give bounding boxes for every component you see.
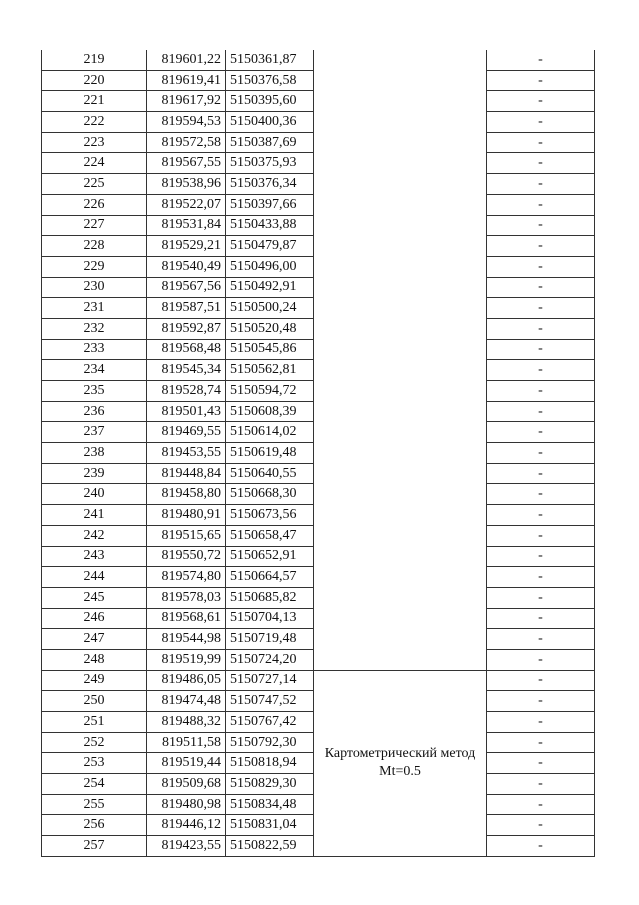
point-number-cell: 238 xyxy=(42,443,147,464)
x-coordinate-cell: 819619,41 xyxy=(147,70,226,91)
point-number-cell: 253 xyxy=(42,753,147,774)
table-row xyxy=(42,670,595,691)
x-coordinate-cell: 819474,48 xyxy=(147,691,226,712)
y-coordinate-cell: 5150433,88 xyxy=(226,215,314,236)
accuracy-cell: - xyxy=(487,256,595,277)
accuracy-cell: - xyxy=(487,836,595,857)
y-coordinate-cell: 5150520,48 xyxy=(226,318,314,339)
point-number-cell: 219 xyxy=(42,50,147,70)
point-number-cell: 231 xyxy=(42,298,147,319)
accuracy-cell: - xyxy=(487,774,595,795)
x-coordinate-cell: 819511,58 xyxy=(147,732,226,753)
accuracy-cell: - xyxy=(487,815,595,836)
y-coordinate-cell: 5150376,34 xyxy=(226,174,314,195)
y-coordinate-cell: 5150376,58 xyxy=(226,70,314,91)
accuracy-cell: - xyxy=(487,587,595,608)
point-number-cell: 240 xyxy=(42,484,147,505)
y-coordinate-cell: 5150822,59 xyxy=(226,836,314,857)
accuracy-cell: - xyxy=(487,629,595,650)
x-coordinate-cell: 819601,22 xyxy=(147,50,226,70)
point-number-cell: 229 xyxy=(42,256,147,277)
x-coordinate-cell: 819469,55 xyxy=(147,422,226,443)
point-number-cell: 257 xyxy=(42,836,147,857)
accuracy-cell: - xyxy=(487,401,595,422)
y-coordinate-cell: 5150724,20 xyxy=(226,649,314,670)
point-number-cell: 244 xyxy=(42,567,147,588)
accuracy-cell: - xyxy=(487,381,595,402)
point-number-cell: 237 xyxy=(42,422,147,443)
point-number-cell: 250 xyxy=(42,691,147,712)
point-number-cell: 234 xyxy=(42,360,147,381)
x-coordinate-cell: 819574,80 xyxy=(147,567,226,588)
point-number-cell: 247 xyxy=(42,629,147,650)
y-coordinate-cell: 5150545,86 xyxy=(226,339,314,360)
point-number-cell: 222 xyxy=(42,112,147,133)
point-number-cell: 245 xyxy=(42,587,147,608)
accuracy-cell: - xyxy=(487,236,595,257)
accuracy-cell: - xyxy=(487,608,595,629)
x-coordinate-cell: 819592,87 xyxy=(147,318,226,339)
y-coordinate-cell: 5150834,48 xyxy=(226,794,314,815)
y-coordinate-cell: 5150375,93 xyxy=(226,153,314,174)
y-coordinate-cell: 5150594,72 xyxy=(226,381,314,402)
x-coordinate-cell: 819519,99 xyxy=(147,649,226,670)
accuracy-cell: - xyxy=(487,649,595,670)
accuracy-cell: - xyxy=(487,443,595,464)
x-coordinate-cell: 819509,68 xyxy=(147,774,226,795)
accuracy-cell: - xyxy=(487,567,595,588)
point-number-cell: 255 xyxy=(42,794,147,815)
x-coordinate-cell: 819453,55 xyxy=(147,443,226,464)
y-coordinate-cell: 5150829,30 xyxy=(226,774,314,795)
y-coordinate-cell: 5150500,24 xyxy=(226,298,314,319)
accuracy-cell: - xyxy=(487,174,595,195)
point-number-cell: 239 xyxy=(42,463,147,484)
y-coordinate-cell: 5150685,82 xyxy=(226,587,314,608)
method-cell xyxy=(314,50,487,670)
y-coordinate-cell: 5150397,66 xyxy=(226,194,314,215)
x-coordinate-cell: 819540,49 xyxy=(147,256,226,277)
y-coordinate-cell: 5150818,94 xyxy=(226,753,314,774)
x-coordinate-cell: 819522,07 xyxy=(147,194,226,215)
x-coordinate-cell: 819480,91 xyxy=(147,505,226,526)
x-coordinate-cell: 819501,43 xyxy=(147,401,226,422)
x-coordinate-cell: 819587,51 xyxy=(147,298,226,319)
accuracy-cell: - xyxy=(487,670,595,691)
x-coordinate-cell: 819458,80 xyxy=(147,484,226,505)
y-coordinate-cell: 5150492,91 xyxy=(226,277,314,298)
x-coordinate-cell: 819448,84 xyxy=(147,463,226,484)
point-number-cell: 236 xyxy=(42,401,147,422)
point-number-cell: 228 xyxy=(42,236,147,257)
x-coordinate-cell: 819486,05 xyxy=(147,670,226,691)
point-number-cell: 221 xyxy=(42,91,147,112)
table-row xyxy=(42,50,595,70)
y-coordinate-cell: 5150400,36 xyxy=(226,112,314,133)
x-coordinate-cell: 819544,98 xyxy=(147,629,226,650)
accuracy-cell: - xyxy=(487,753,595,774)
point-number-cell: 227 xyxy=(42,215,147,236)
y-coordinate-cell: 5150619,48 xyxy=(226,443,314,464)
x-coordinate-cell: 819550,72 xyxy=(147,546,226,567)
x-coordinate-cell: 819594,53 xyxy=(147,112,226,133)
point-number-cell: 248 xyxy=(42,649,147,670)
accuracy-cell: - xyxy=(487,318,595,339)
y-coordinate-cell: 5150496,00 xyxy=(226,256,314,277)
x-coordinate-cell: 819519,44 xyxy=(147,753,226,774)
x-coordinate-cell: 819538,96 xyxy=(147,174,226,195)
y-coordinate-cell: 5150479,87 xyxy=(226,236,314,257)
x-coordinate-cell: 819567,55 xyxy=(147,153,226,174)
point-number-cell: 243 xyxy=(42,546,147,567)
accuracy-cell: - xyxy=(487,691,595,712)
x-coordinate-cell: 819568,61 xyxy=(147,608,226,629)
point-number-cell: 230 xyxy=(42,277,147,298)
accuracy-cell: - xyxy=(487,70,595,91)
point-number-cell: 241 xyxy=(42,505,147,526)
y-coordinate-cell: 5150668,30 xyxy=(226,484,314,505)
accuracy-cell: - xyxy=(487,505,595,526)
x-coordinate-cell: 819545,34 xyxy=(147,360,226,381)
point-number-cell: 224 xyxy=(42,153,147,174)
point-number-cell: 226 xyxy=(42,194,147,215)
accuracy-cell: - xyxy=(487,132,595,153)
x-coordinate-cell: 819528,74 xyxy=(147,381,226,402)
x-coordinate-cell: 819423,55 xyxy=(147,836,226,857)
coordinates-table xyxy=(41,50,595,857)
accuracy-cell: - xyxy=(487,91,595,112)
point-number-cell: 251 xyxy=(42,712,147,733)
coordinates-table-body xyxy=(42,50,595,856)
x-coordinate-cell: 819446,12 xyxy=(147,815,226,836)
accuracy-cell: - xyxy=(487,153,595,174)
y-coordinate-cell: 5150792,30 xyxy=(226,732,314,753)
y-coordinate-cell: 5150562,81 xyxy=(226,360,314,381)
x-coordinate-cell: 819488,32 xyxy=(147,712,226,733)
accuracy-cell: - xyxy=(487,215,595,236)
point-number-cell: 225 xyxy=(42,174,147,195)
point-number-cell: 249 xyxy=(42,670,147,691)
point-number-cell: 220 xyxy=(42,70,147,91)
accuracy-cell: - xyxy=(487,277,595,298)
accuracy-cell: - xyxy=(487,732,595,753)
x-coordinate-cell: 819515,65 xyxy=(147,525,226,546)
accuracy-cell: - xyxy=(487,546,595,567)
accuracy-cell: - xyxy=(487,484,595,505)
x-coordinate-cell: 819529,21 xyxy=(147,236,226,257)
x-coordinate-cell: 819617,92 xyxy=(147,91,226,112)
y-coordinate-cell: 5150640,55 xyxy=(226,463,314,484)
y-coordinate-cell: 5150673,56 xyxy=(226,505,314,526)
x-coordinate-cell: 819568,48 xyxy=(147,339,226,360)
accuracy-cell: - xyxy=(487,525,595,546)
point-number-cell: 252 xyxy=(42,732,147,753)
accuracy-cell: - xyxy=(487,112,595,133)
point-number-cell: 235 xyxy=(42,381,147,402)
point-number-cell: 232 xyxy=(42,318,147,339)
point-number-cell: 254 xyxy=(42,774,147,795)
accuracy-cell: - xyxy=(487,194,595,215)
y-coordinate-cell: 5150664,57 xyxy=(226,567,314,588)
y-coordinate-cell: 5150704,13 xyxy=(226,608,314,629)
y-coordinate-cell: 5150608,39 xyxy=(226,401,314,422)
x-coordinate-cell: 819567,56 xyxy=(147,277,226,298)
y-coordinate-cell: 5150361,87 xyxy=(226,50,314,70)
y-coordinate-cell: 5150658,47 xyxy=(226,525,314,546)
x-coordinate-cell: 819572,58 xyxy=(147,132,226,153)
y-coordinate-cell: 5150387,69 xyxy=(226,132,314,153)
x-coordinate-cell: 819480,98 xyxy=(147,794,226,815)
y-coordinate-cell: 5150652,91 xyxy=(226,546,314,567)
accuracy-cell: - xyxy=(487,463,595,484)
accuracy-cell: - xyxy=(487,712,595,733)
accuracy-cell: - xyxy=(487,50,595,70)
y-coordinate-cell: 5150719,48 xyxy=(226,629,314,650)
accuracy-cell: - xyxy=(487,794,595,815)
accuracy-cell: - xyxy=(487,339,595,360)
point-number-cell: 246 xyxy=(42,608,147,629)
accuracy-cell: - xyxy=(487,298,595,319)
y-coordinate-cell: 5150727,14 xyxy=(226,670,314,691)
y-coordinate-cell: 5150767,42 xyxy=(226,712,314,733)
accuracy-cell: - xyxy=(487,360,595,381)
x-coordinate-cell: 819531,84 xyxy=(147,215,226,236)
y-coordinate-cell: 5150395,60 xyxy=(226,91,314,112)
point-number-cell: 256 xyxy=(42,815,147,836)
y-coordinate-cell: 5150831,04 xyxy=(226,815,314,836)
point-number-cell: 223 xyxy=(42,132,147,153)
point-number-cell: 242 xyxy=(42,525,147,546)
y-coordinate-cell: 5150747,52 xyxy=(226,691,314,712)
y-coordinate-cell: 5150614,02 xyxy=(226,422,314,443)
method-cell: Картометрический метод Mt=0.5 xyxy=(314,670,487,856)
x-coordinate-cell: 819578,03 xyxy=(147,587,226,608)
accuracy-cell: - xyxy=(487,422,595,443)
point-number-cell: 233 xyxy=(42,339,147,360)
